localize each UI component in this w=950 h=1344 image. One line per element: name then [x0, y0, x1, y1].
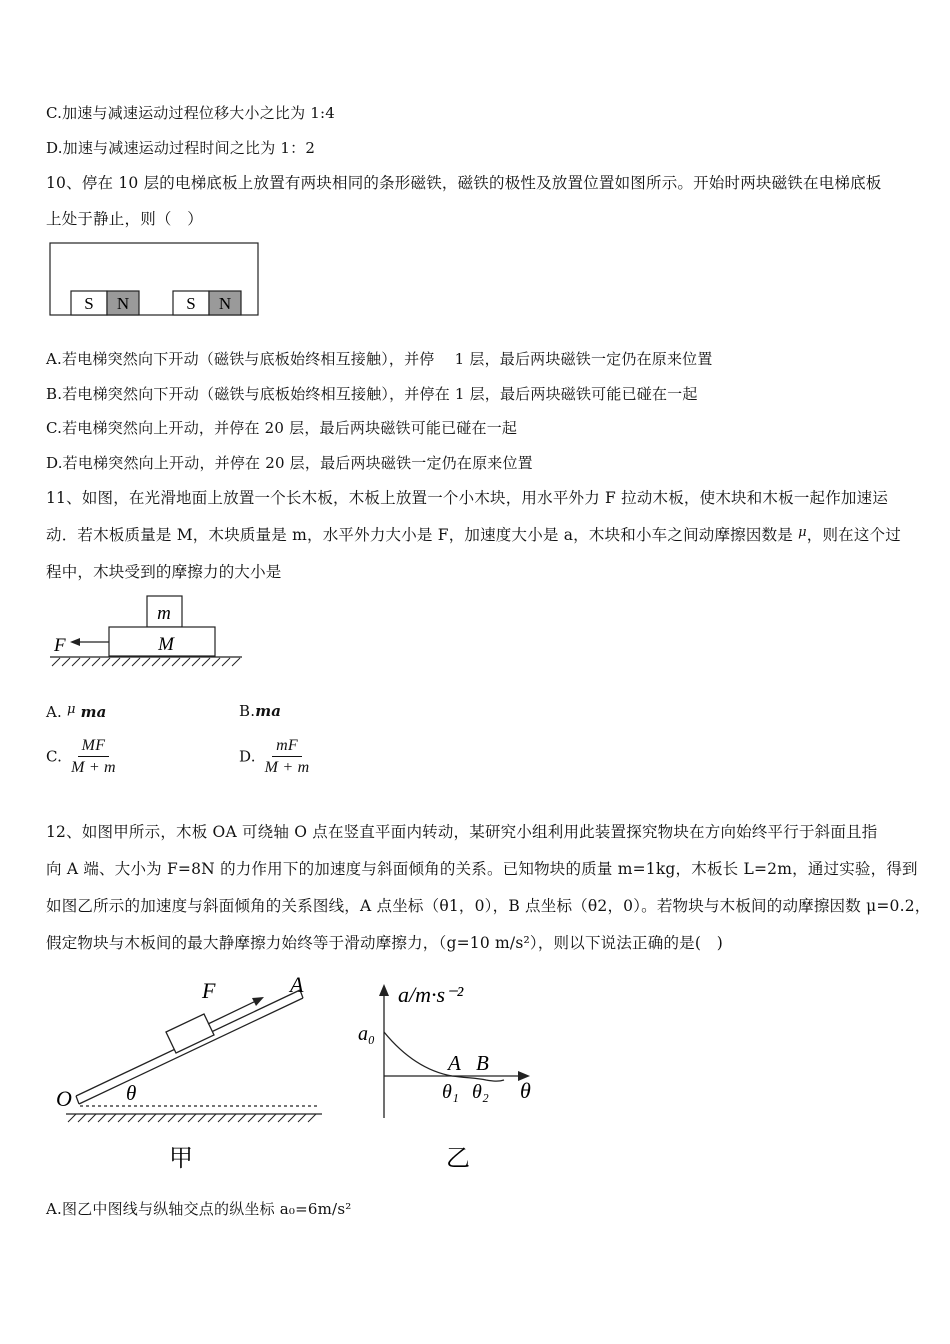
- q10-stem-line2: 上处于静止，则（ ）: [46, 210, 204, 228]
- q10-stem-line1: 10、停在 10 层的电梯底板上放置有两块相同的条形磁铁，磁铁的极性及放置位置如图所示。开始时两块磁铁在电梯底板: [46, 174, 882, 192]
- q11-option-c-fraction: [67, 736, 120, 779]
- q11-stem-line3: 程中，木块受到的摩擦力的大小是: [46, 563, 282, 581]
- elevator-magnet-figure: [48, 241, 262, 317]
- q10-option-c: C.若电梯突然向上开动，并停在 20 层，最后两块磁铁可能已碰在一起: [46, 419, 518, 437]
- a0-label: a₀: [358, 1023, 375, 1045]
- ground-hatch: [52, 658, 240, 666]
- q11-option-d-label: D.: [239, 747, 256, 766]
- q11-option-c: [46, 736, 120, 779]
- q11-option-a-mu: μ: [66, 702, 76, 717]
- force-arrow-line: [208, 1000, 258, 1024]
- angle-theta-label: θ: [126, 1081, 137, 1105]
- force-label: F: [54, 635, 66, 656]
- q11-option-d-den: M + m: [264, 759, 310, 776]
- q11-option-b: [239, 702, 281, 720]
- q12-stem-line2: 向 A 端、大小为 F=8N 的力作用下的加速度与斜面倾角的关系。已知物块的质量 m=1kg，木板长 L=2m，通过实验，得到: [46, 860, 918, 878]
- q11-option-d-num: mF: [272, 736, 302, 757]
- q10-option-a: A.若电梯突然向下开动（磁铁与底板始终相互接触），并停 1 层，最后两块磁铁一定仍在原来位置: [46, 350, 713, 368]
- magnet2-n-label: N: [218, 294, 232, 313]
- board-mass-label: M: [158, 634, 174, 655]
- q11-option-d: [239, 736, 313, 779]
- q10-option-d: D.若电梯突然向上开动，并停在 20 层，最后两块磁铁一定仍在原来位置: [46, 454, 533, 472]
- magnet2-s-label: S: [186, 294, 196, 313]
- y-axis-arrow: [379, 984, 389, 996]
- theta1-label: θ₁: [442, 1081, 459, 1103]
- board-block-figure: [46, 592, 246, 670]
- y-axis-label: a/m·s⁻²: [398, 982, 464, 1007]
- force-arrow-head: [70, 638, 80, 646]
- force-arrow-head: [252, 997, 264, 1006]
- figure-yi-caption: 乙: [446, 1146, 470, 1172]
- block-on-incline: [166, 1014, 214, 1053]
- q10-option-b: B.若电梯突然向下开动（磁铁与底板始终相互接触），并停在 1 层，最后两块磁铁可能已碰在一起: [46, 385, 698, 403]
- block-mass-label: m: [157, 603, 171, 624]
- q11-stem-line2: [46, 523, 901, 545]
- point-b-label: B: [476, 1051, 489, 1075]
- point-a-label: A: [448, 1051, 461, 1075]
- q9-option-d: D.加速与减速运动过程时间之比为 1：2: [46, 139, 316, 157]
- incline-figure-jia: [54, 968, 330, 1178]
- q11-option-a-value: ma: [80, 703, 107, 721]
- q11-option-b-label: B.: [239, 702, 256, 720]
- q11-stem-line2-a: 动．若木板质量是 M，木块质量是 m，水平外力大小是 F，加速度大小是 a，木块和小车之间动摩擦因数是: [46, 526, 799, 544]
- x-axis-label: θ: [520, 1078, 531, 1103]
- q11-option-c-label: C.: [46, 747, 63, 766]
- mu-symbol: μ: [798, 525, 807, 540]
- pivot-o-label: O: [56, 1086, 72, 1111]
- board-bottom-edge: [79, 998, 303, 1104]
- q11-option-a-label: A.: [46, 703, 63, 721]
- magnet1-n-label: N: [116, 294, 130, 313]
- q9-option-c: C.加速与减速运动过程位移大小之比为 1:4: [46, 104, 336, 122]
- force-label: F: [202, 978, 216, 1003]
- theta2-label: θ₂: [472, 1081, 489, 1103]
- q12-stem-line1: 12、如图甲所示，木板 OA 可绕轴 O 点在竖直平面内转动，某研究小组利用此装置探究物块在方向始终平行于斜面且指: [46, 823, 878, 841]
- q11-option-c-num: MF: [78, 736, 110, 757]
- q11-option-b-value: ma: [255, 702, 282, 720]
- q11-stem-line2-b: ，则在这个过: [806, 526, 901, 544]
- ground-hatch: [68, 1114, 316, 1122]
- q11-option-a: [46, 702, 107, 721]
- magnet1-s-label: S: [84, 294, 94, 313]
- q12-stem-line3: 如图乙所示的加速度与斜面倾角的关系图线，A 点坐标（θ1，0），B 点坐标（θ2，0）。若物块与木板间的动摩擦因数 μ=0.2，: [46, 897, 931, 915]
- end-a-label: A: [290, 972, 304, 997]
- q12-stem-line4: 假定物块与木板间的最大静摩擦力始终等于滑动摩擦力，（g=10 m/s²），则以下说法正确的是( ): [46, 934, 724, 952]
- q11-stem-line1: 11、如图，在光滑地面上放置一个长木板，木板上放置一个小木块，用水平外力 F 拉动木板，使木块和木板一起作加速运: [46, 489, 889, 507]
- acceleration-graph-yi: [352, 968, 548, 1178]
- q12-option-a: A.图乙中图线与纵轴交点的纵坐标 a₀=6m/s²: [46, 1200, 352, 1218]
- figure-jia-caption: 甲: [169, 1146, 193, 1172]
- board-end-o: [76, 1096, 79, 1104]
- q11-option-d-fraction: [261, 736, 314, 779]
- q11-option-c-den: M + m: [71, 759, 116, 776]
